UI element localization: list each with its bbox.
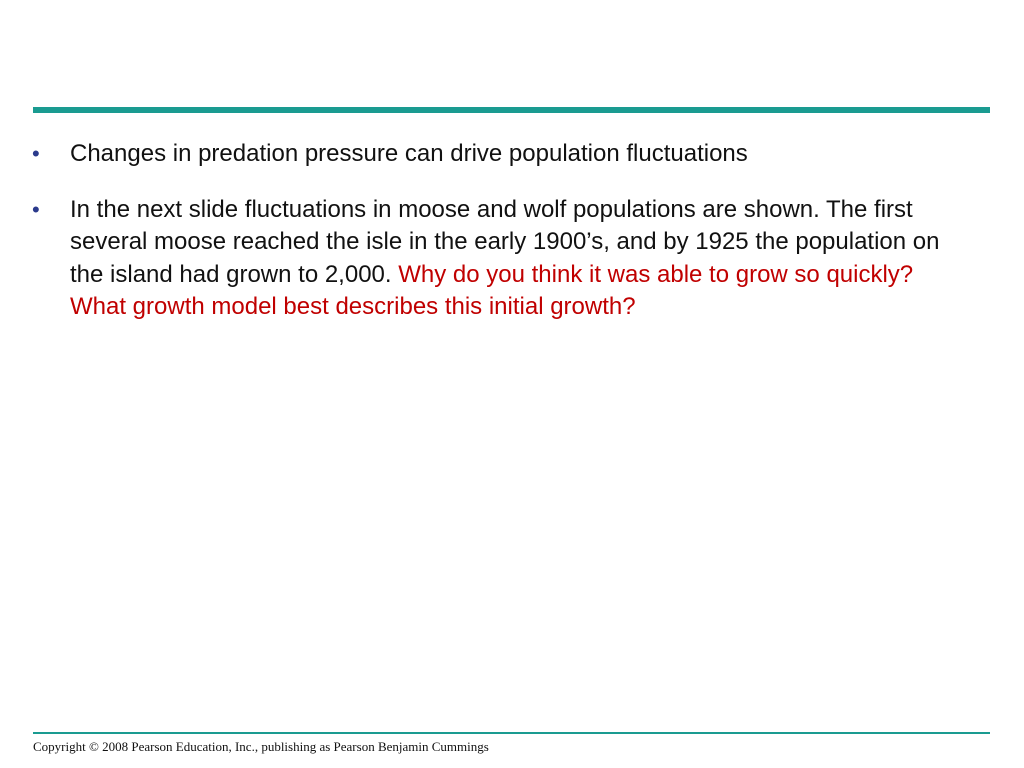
top-divider	[33, 107, 990, 113]
bullet-question: Why do you think it was able to grow so quickly? What growth model best describes this initial growth?	[70, 260, 914, 320]
bottom-divider	[33, 732, 990, 734]
bullet-marker: •	[32, 196, 40, 222]
bullet-marker: •	[32, 141, 40, 166]
bullet-list	[32, 138, 982, 347]
bullet-item-moose-wolf	[32, 194, 982, 324]
bullet-text-with-question	[70, 194, 975, 324]
bullet-item-predation	[32, 138, 982, 171]
bullet-statement: In the next slide fluctuations in moose and wolf populations are shown. The first several moose reached the isle in the early 1900’s, and by 1925 the population on the island had grown to 2,000.	[70, 195, 940, 288]
copyright-footer: Copyright © 2008 Pearson Education, Inc., publishing as Pearson Benjamin Cummings	[33, 739, 489, 754]
bullet-text: Changes in predation pressure can drive population fluctuations	[70, 140, 748, 167]
